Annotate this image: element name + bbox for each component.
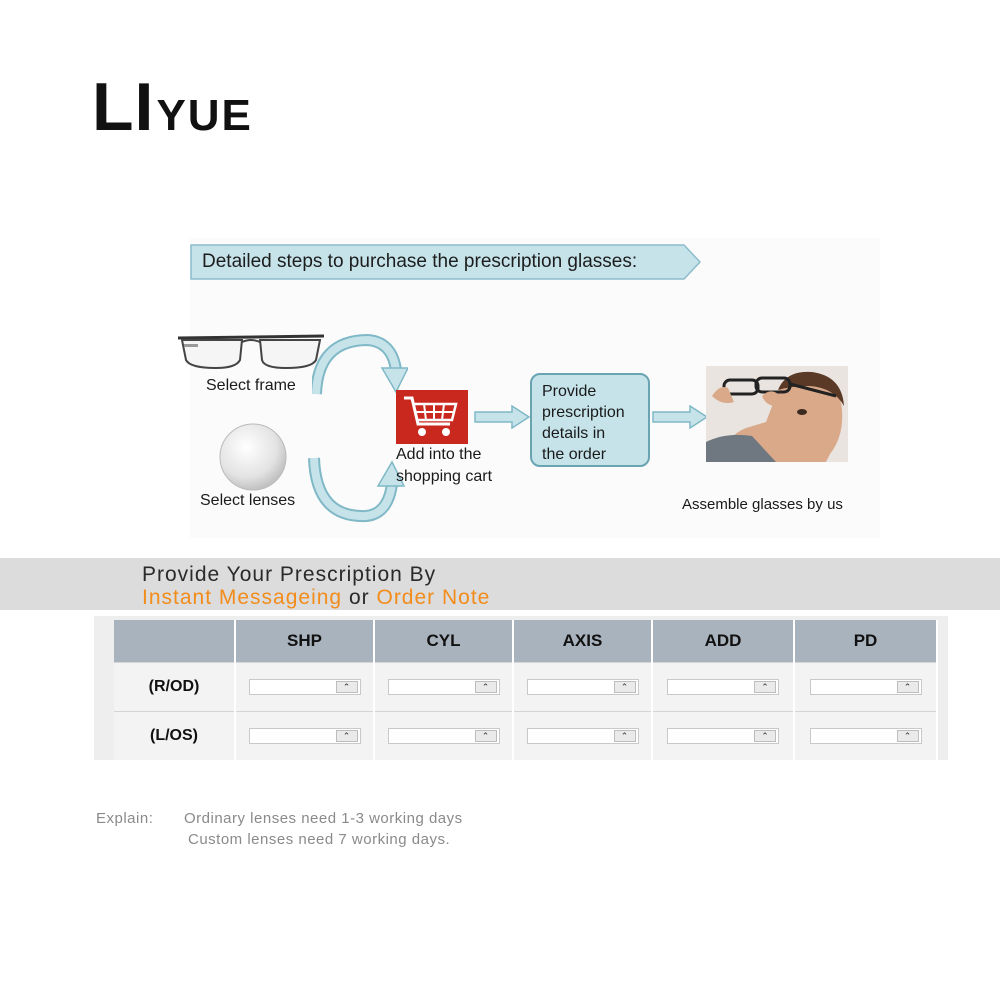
select-frame-label: Select frame <box>206 377 296 394</box>
column-header-add: ADD <box>652 620 794 663</box>
curved-arrow-top-icon <box>312 334 408 398</box>
column-header-shp: SHP <box>235 620 374 663</box>
table-cell <box>794 712 937 761</box>
shopping-cart-icon <box>396 390 468 444</box>
chevron-up-icon[interactable]: ⌃ <box>897 730 919 742</box>
brand-name-suffix: YUE <box>156 91 253 140</box>
cyl-left-select[interactable] <box>388 728 500 744</box>
table-cell <box>374 712 513 761</box>
provide-details-box <box>530 373 650 467</box>
row-label-right-eye: (R/OD) <box>114 663 235 712</box>
details-line: the order <box>542 446 607 463</box>
curved-arrow-bottom-icon <box>306 448 406 524</box>
table-cell <box>513 663 652 712</box>
brand-logo <box>92 66 253 145</box>
column-header-pd: PD <box>794 620 937 663</box>
shp-right-select[interactable] <box>249 679 361 695</box>
table-cell <box>235 712 374 761</box>
arrow-right-icon <box>474 405 530 429</box>
table-cell <box>794 663 937 712</box>
steps-banner <box>190 244 702 280</box>
chevron-up-icon[interactable]: ⌃ <box>336 730 358 742</box>
select-lenses-label: Select lenses <box>200 492 296 509</box>
chevron-up-icon[interactable]: ⌃ <box>897 681 919 693</box>
column-header-axis: AXIS <box>513 620 652 663</box>
chevron-up-icon[interactable]: ⌃ <box>336 681 358 693</box>
prescription-heading: Provide Your Prescription By <box>142 563 437 586</box>
table-cell <box>652 663 794 712</box>
pd-right-select[interactable] <box>810 679 922 695</box>
row-label-left-eye: (L/OS) <box>114 712 235 761</box>
table-row <box>114 712 937 761</box>
cyl-right-select[interactable] <box>388 679 500 695</box>
order-note-link[interactable]: Order Note <box>376 586 491 609</box>
details-line: Provide <box>542 383 597 400</box>
details-line: details in <box>542 425 606 442</box>
explain-text-1: Ordinary lenses need 1-3 working days <box>184 810 463 827</box>
arrow-right-icon <box>652 405 708 429</box>
chevron-up-icon[interactable]: ⌃ <box>475 681 497 693</box>
table-cell <box>235 663 374 712</box>
man-trying-glasses-image <box>706 366 848 462</box>
chevron-up-icon[interactable]: ⌃ <box>614 681 636 693</box>
chevron-up-icon[interactable]: ⌃ <box>754 730 776 742</box>
prescription-methods <box>142 586 490 610</box>
column-header-cyl: CYL <box>374 620 513 663</box>
table-header-corner <box>114 620 235 663</box>
lens-icon <box>218 422 288 492</box>
add-left-select[interactable] <box>667 728 779 744</box>
add-to-cart-label-line1: Add into the <box>396 446 482 463</box>
chevron-up-icon[interactable]: ⌃ <box>475 730 497 742</box>
connector-text: or <box>348 586 370 609</box>
brand-name-main: LI <box>92 69 155 145</box>
prescription-table <box>114 620 938 760</box>
table-header-row <box>114 620 937 663</box>
explain-label: Explain: <box>96 810 154 827</box>
steps-banner-text: Detailed steps to purchase the prescription glasses: <box>202 251 638 272</box>
add-right-select[interactable] <box>667 679 779 695</box>
axis-right-select[interactable] <box>527 679 639 695</box>
table-cell <box>652 712 794 761</box>
table-row <box>114 663 937 712</box>
details-line: prescription <box>542 404 625 421</box>
explain-text-2: Custom lenses need 7 working days. <box>188 831 451 848</box>
table-cell <box>513 712 652 761</box>
prescription-table-panel <box>94 616 948 760</box>
add-to-cart-label-line2: shopping cart <box>396 468 493 485</box>
shp-left-select[interactable] <box>249 728 361 744</box>
explain-line-1 <box>96 810 463 827</box>
instant-messaging-link[interactable]: Instant Messageing <box>142 586 343 609</box>
chevron-up-icon[interactable]: ⌃ <box>754 681 776 693</box>
assemble-label: Assemble glasses by us <box>682 496 843 513</box>
axis-left-select[interactable] <box>527 728 639 744</box>
table-cell <box>374 663 513 712</box>
glasses-frame-icon <box>176 330 326 372</box>
chevron-up-icon[interactable]: ⌃ <box>614 730 636 742</box>
pd-left-select[interactable] <box>810 728 922 744</box>
